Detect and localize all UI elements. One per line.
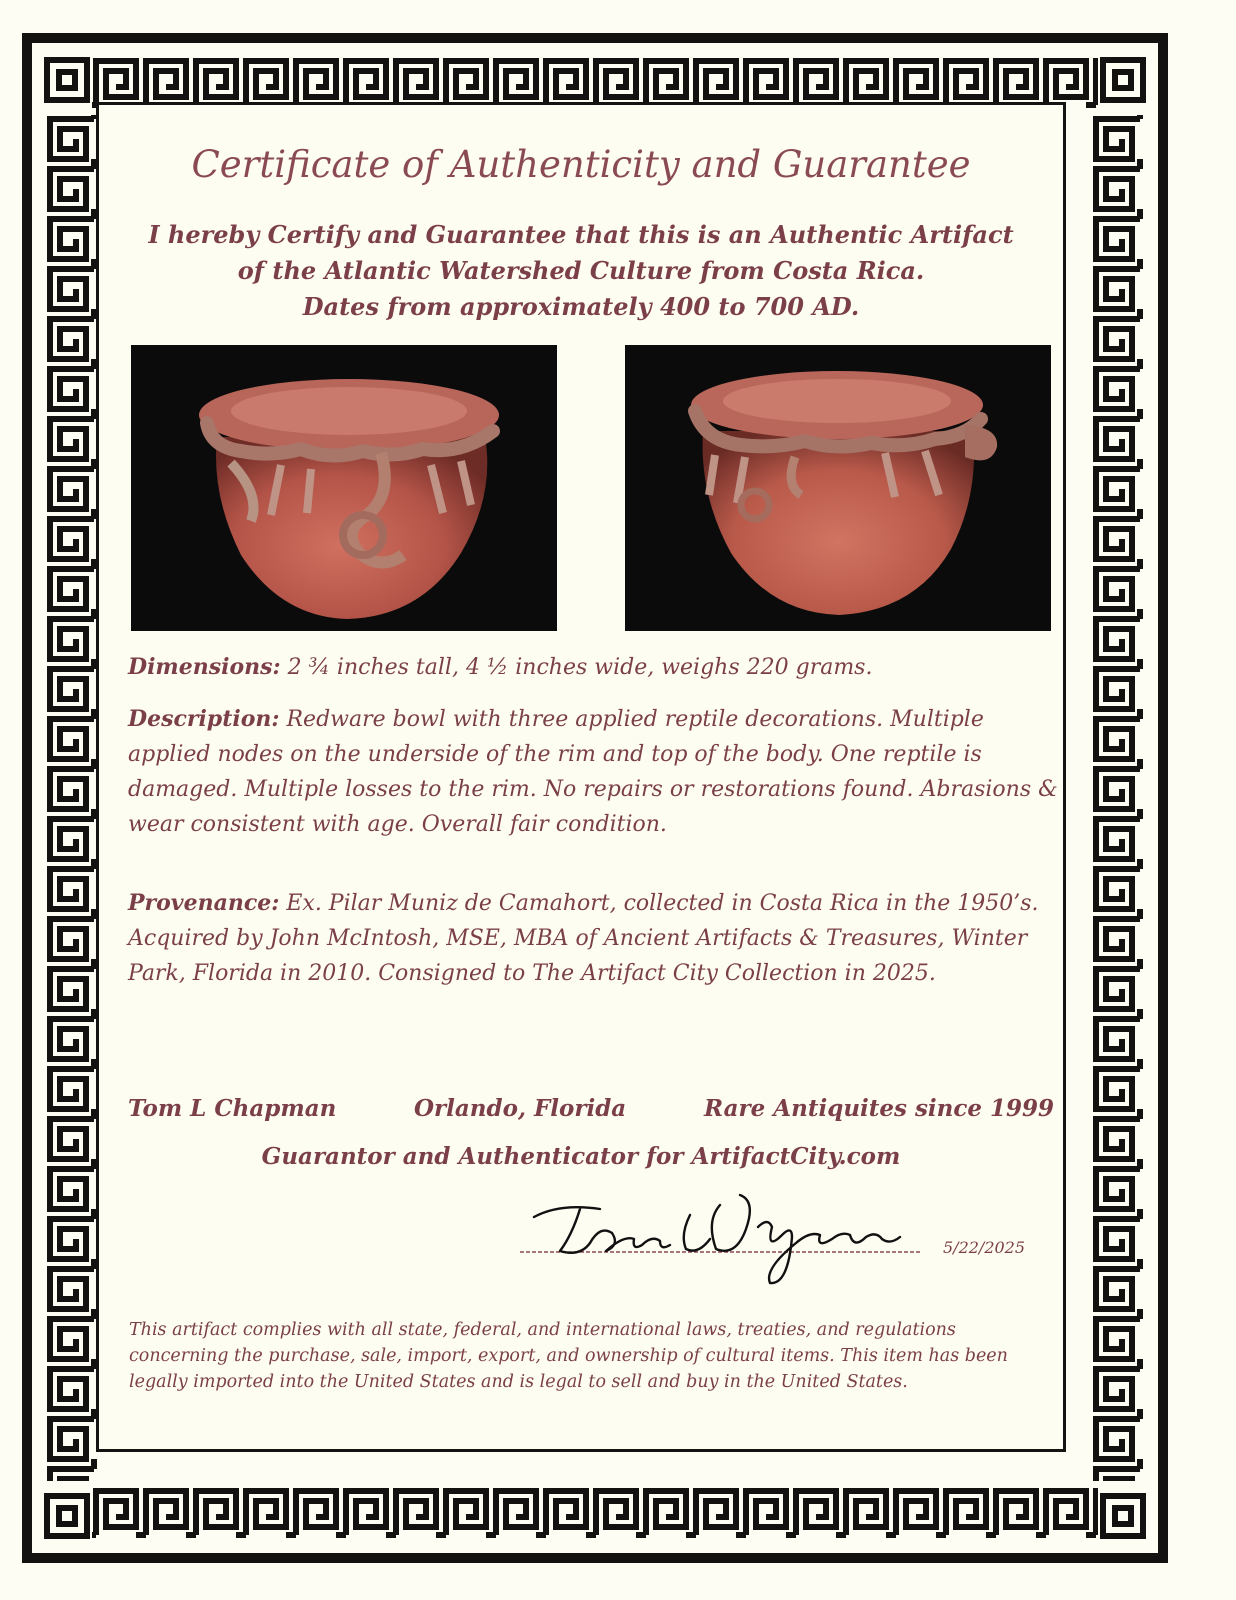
border-corner-top-right [1098, 55, 1148, 105]
provenance-paragraph [128, 886, 1058, 991]
signatory-name: Tom L Chapman [128, 1095, 337, 1122]
description-paragraph [128, 702, 1058, 842]
intro-line-2: of the Atlantic Watershed Culture from Costa Rica. [237, 256, 925, 285]
legal-notice: This artifact complies with all state, federal, and international laws, treaties, and regulations concerning the purchase, sale, import, export, and ownership of cultural items. This item has been legally imported into the United States and is legal to sell and buy in the United States. [129, 1320, 1008, 1392]
provenance-label: Provenance: [128, 890, 280, 916]
bowl-photo-front [131, 345, 557, 631]
dimensions-text: 2 ¾ inches tall, 4 ½ inches wide, weighs 220 grams. [280, 655, 873, 680]
certificate-intro [100, 217, 1062, 325]
handwritten-signature [520, 1165, 940, 1295]
certificate-title: Certificate of Authenticity and Guarantee [191, 143, 971, 186]
intro-line-1: I hereby Certify and Guarantee that this is an Authentic Artifact [148, 220, 1014, 249]
dimensions-label: Dimensions: [128, 654, 281, 680]
dimensions-paragraph [128, 650, 1058, 685]
intro-line-3: Dates from approximately 400 to 700 AD. [302, 292, 860, 321]
border-band-left [42, 115, 102, 1481]
guarantor-line: Guarantor and Authenticator for ArtifactCity.com [261, 1143, 901, 1170]
signatory-location: Orlando, Florida [414, 1095, 627, 1122]
border-corner-top-left [42, 55, 92, 105]
bowl-photo-side [625, 345, 1051, 631]
description-label: Description: [128, 706, 280, 732]
border-corner-bottom-left [42, 1491, 92, 1541]
signature-date: 5/22/2025 [943, 1238, 1026, 1257]
border-corner-bottom-right [1098, 1491, 1148, 1541]
provenance-text: Ex. Pilar Muniz de Camahort, collected in Costa Rica in the 1950’s. Acquired by John McIntosh, MSE, MBA of Ancient Artifacts & Treasures, Winter Park, Florida in 2010. Consigned to The Artifact City Collection in 2025. [128, 891, 1039, 986]
border-band-right [1088, 115, 1148, 1481]
border-band-bottom [92, 1483, 1098, 1543]
description-text: Redware bowl with three applied reptile decorations. Multiple applied nodes on the underside of the rim and top of the body. One reptile is damaged. Multiple losses to the rim. No repairs or restorations found. Abrasions & wear consistent with age. Overall fair condition. [128, 707, 1058, 837]
signatory-tagline: Rare Antiquites since 1999 [704, 1095, 1055, 1122]
